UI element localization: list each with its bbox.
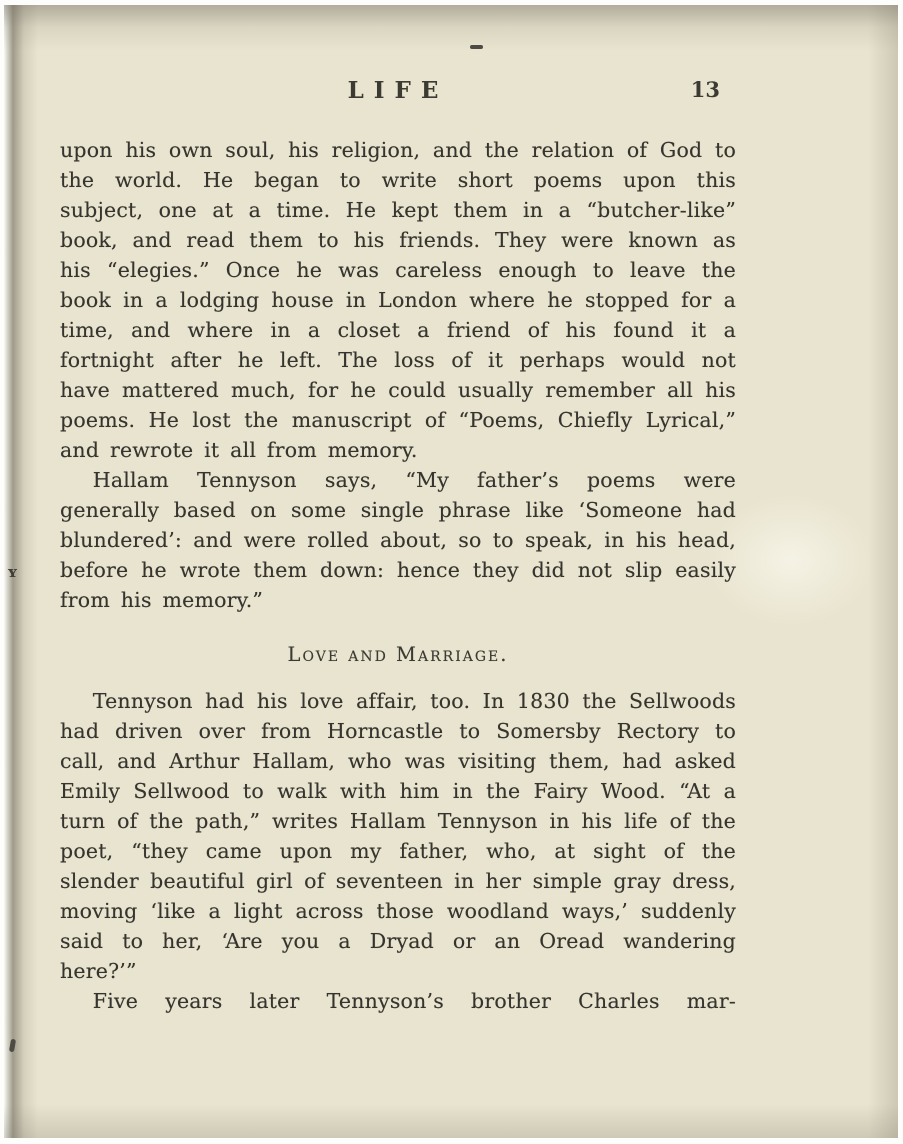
body-text <box>60 135 736 1016</box>
paragraph-continuation: upon his own soul, his religion, and the relation of God to the world. He began to write short poems upon this subject, one at a time. He kept them in a “butcher-like” book, and read them to his friends. They were known as his “elegies.” Once he was careless enough to leave the book in a lodging house in London where he stopped for a time, and where in a closet a friend of his found it a fortnight after he left. The loss of it perhaps would not have mattered much, for he could usually remember all his poems. He lost the manuscript of “Poems, Chiefly Lyrical,” and rewrote it all from memory. <box>60 138 736 462</box>
paragraph-hallam-quote: Hallam Tennyson says, “My father’s poems were generally based on some single phrase like ‘Someone had blundered’: and were rolled about, so to speak, in his head, before he wrote them down: hence they did not slip easily from his memory.” <box>60 468 736 612</box>
paragraph-love-affair: Tennyson had his love affair, too. In 1830 the Sellwoods had driven over from Horncastle to Somersby Rectory to call, and Arthur Hallam, who was visiting them, had asked Emily Sellwood to walk with him in the Fairy Wood. “At a turn of the path,” writes Hallam Tennyson in his life of the poet, “they came upon my father, who, at sight of the slender beautiful girl of seventeen in her simple gray dress, moving ‘like a light across those woodland ways,’ suddenly said to her, ‘Are you a Dryad or an Oread wandering here?’” <box>60 689 736 983</box>
page-scan-surface <box>4 5 898 1138</box>
scan-artifact-left-mark: ʏ <box>7 563 18 581</box>
page-number: 13 <box>690 77 720 102</box>
page-content <box>4 5 898 1046</box>
running-header <box>60 77 736 111</box>
page-title: LIFE <box>347 77 449 104</box>
paragraph-five-years: Five years later Tennyson’s brother Charles mar- <box>92 989 736 1013</box>
section-heading: Love and Marriage. <box>287 643 509 666</box>
